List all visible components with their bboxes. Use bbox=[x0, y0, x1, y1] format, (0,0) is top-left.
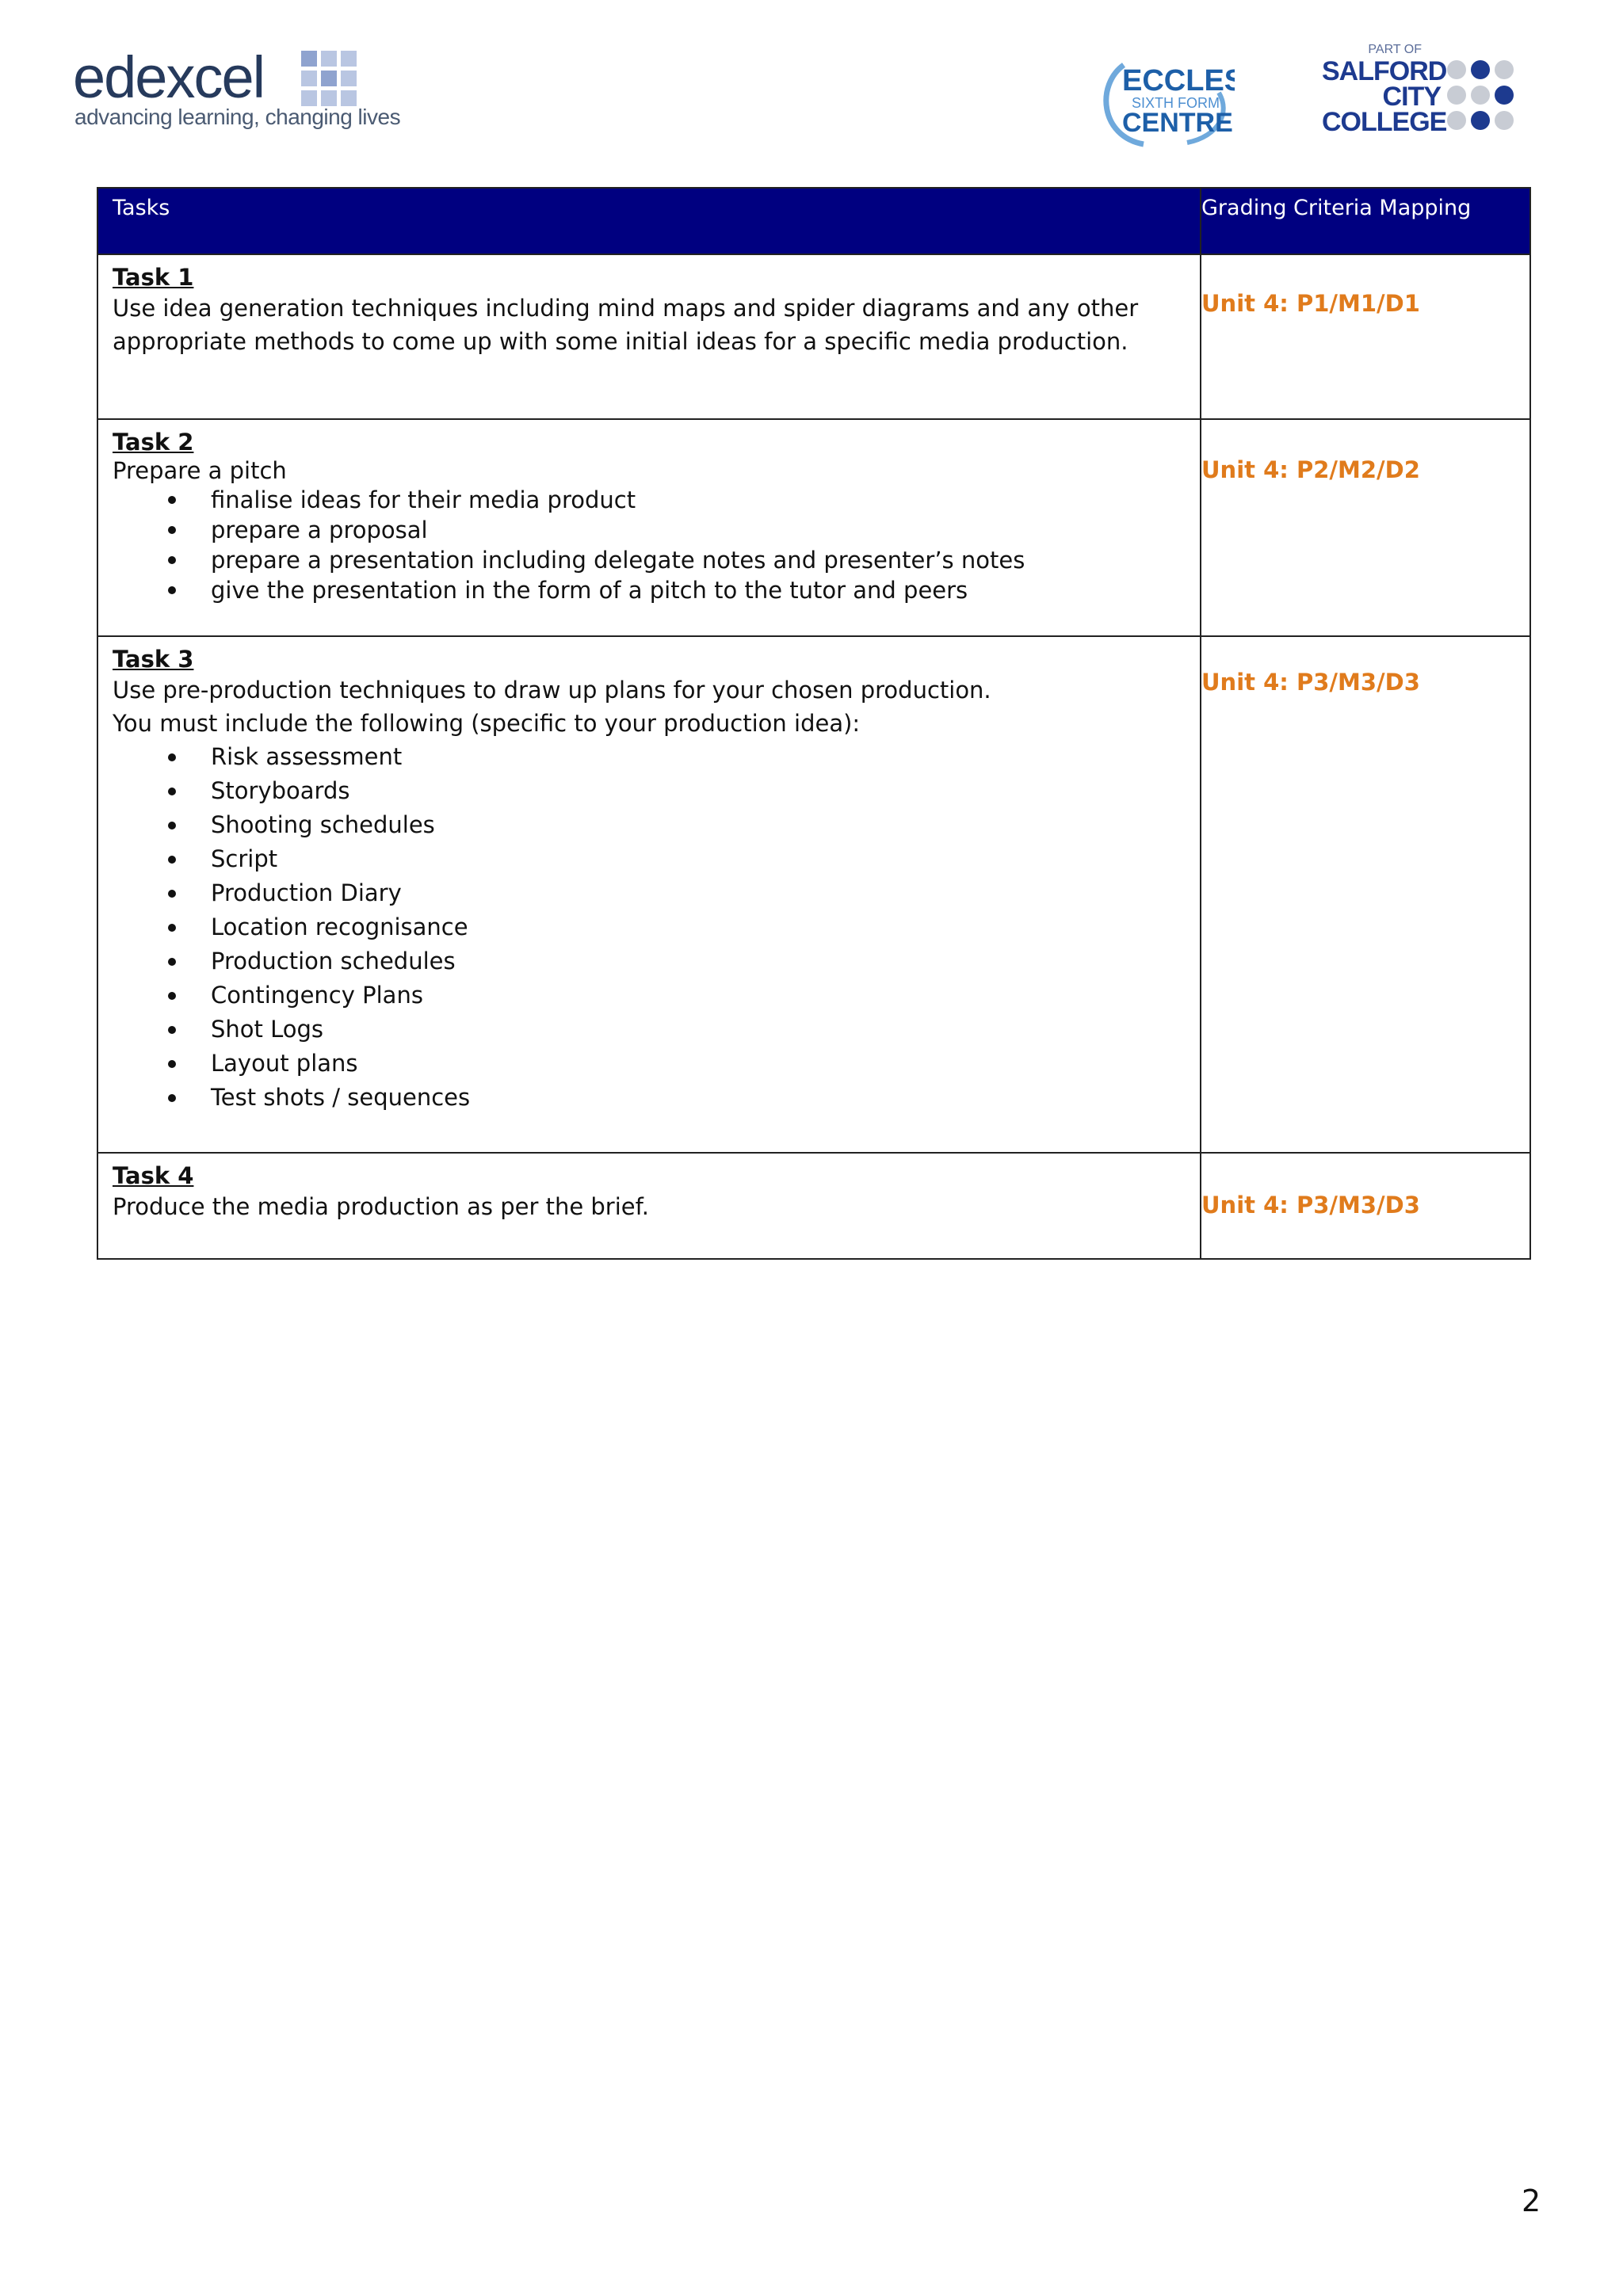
table-row bbox=[97, 254, 1530, 419]
grading-cell bbox=[1201, 1153, 1530, 1259]
edexcel-wordmark: edexcel bbox=[73, 44, 265, 110]
grading-criteria: Unit 4: P3/M3/D3 bbox=[1201, 1192, 1420, 1219]
header-grading-criteria: Grading Criteria Mapping bbox=[1201, 188, 1530, 254]
task-cell bbox=[97, 1153, 1201, 1259]
task-cell bbox=[97, 636, 1201, 1153]
eccles-line3: CENTRE bbox=[1122, 108, 1233, 138]
list-item: Contingency Plans bbox=[113, 978, 1186, 1013]
tasks-table bbox=[97, 187, 1531, 1260]
task-description: Use idea generation techniques including mind maps and spider diagrams and any other appropriate methods to come up with some initial ideas for a specific media production. bbox=[113, 295, 1139, 355]
task-description: Produce the media production as per the brief. bbox=[113, 1193, 649, 1220]
task-bullet-list bbox=[113, 740, 1186, 1115]
grading-cell bbox=[1201, 254, 1530, 419]
eccles-line2: SIXTH FORM bbox=[1132, 95, 1220, 111]
salford-line2: CITY bbox=[1382, 82, 1441, 112]
grading-criteria: Unit 4: P3/M3/D3 bbox=[1201, 669, 1420, 696]
header-tasks: Tasks bbox=[97, 188, 1201, 254]
task-title: Task 2 bbox=[113, 429, 194, 456]
grading-criteria: Unit 4: P1/M1/D1 bbox=[1201, 290, 1420, 317]
list-item: Script bbox=[113, 842, 1186, 876]
list-item: Test shots / sequences bbox=[113, 1081, 1186, 1115]
table-header-row bbox=[97, 188, 1530, 254]
list-item: prepare a proposal bbox=[113, 515, 1186, 545]
task-description: Use pre-production techniques to draw up plans for your chosen production. bbox=[113, 677, 991, 704]
list-item: prepare a presentation including delegate notes and presenter’s notes bbox=[113, 545, 1186, 575]
list-item: Storyboards bbox=[113, 774, 1186, 808]
task-bullet-list bbox=[113, 485, 1186, 605]
list-item: Production schedules bbox=[113, 944, 1186, 978]
task-title: Task 1 bbox=[113, 264, 194, 291]
task-cell bbox=[97, 419, 1201, 636]
list-item: Shooting schedules bbox=[113, 808, 1186, 842]
task-cell bbox=[97, 254, 1201, 419]
list-item: Risk assessment bbox=[113, 740, 1186, 774]
salford-text bbox=[1322, 41, 1447, 137]
edexcel-tagline: advancing learning, changing lives bbox=[74, 105, 401, 129]
list-item: Layout plans bbox=[113, 1047, 1186, 1081]
table-row bbox=[97, 636, 1530, 1153]
list-item: give the presentation in the form of a pitch to the tutor and peers bbox=[113, 575, 1186, 605]
page-number: 2 bbox=[1522, 2183, 1541, 2218]
task-description: Prepare a pitch bbox=[113, 457, 287, 484]
salford-part-of: PART OF bbox=[1368, 43, 1422, 56]
eccles-logo-icon bbox=[1100, 49, 1235, 154]
grading-criteria: Unit 4: P2/M2/D2 bbox=[1201, 456, 1420, 483]
grading-cell bbox=[1201, 636, 1530, 1153]
salford-line3: COLLEGE bbox=[1322, 107, 1447, 137]
task-title: Task 3 bbox=[113, 646, 194, 673]
list-item: finalise ideas for their media product bbox=[113, 485, 1186, 515]
table-row bbox=[97, 1153, 1530, 1259]
eccles-line1: ECCLES bbox=[1122, 64, 1235, 97]
grading-cell bbox=[1201, 419, 1530, 636]
list-item: Location recognisance bbox=[113, 910, 1186, 944]
list-item: Shot Logs bbox=[113, 1013, 1186, 1047]
list-item: Production Diary bbox=[113, 876, 1186, 910]
task-title: Task 4 bbox=[113, 1162, 194, 1189]
table-row bbox=[97, 419, 1530, 636]
edexcel-logo bbox=[73, 44, 401, 139]
eccles-sixth-form-centre-logo bbox=[1100, 49, 1235, 154]
edexcel-grid-icon bbox=[301, 51, 357, 106]
task-description-secondary: You must include the following (specific to your production idea): bbox=[113, 710, 861, 737]
salford-line1: SALFORD bbox=[1322, 56, 1447, 86]
salford-city-college-logo bbox=[1322, 41, 1528, 144]
